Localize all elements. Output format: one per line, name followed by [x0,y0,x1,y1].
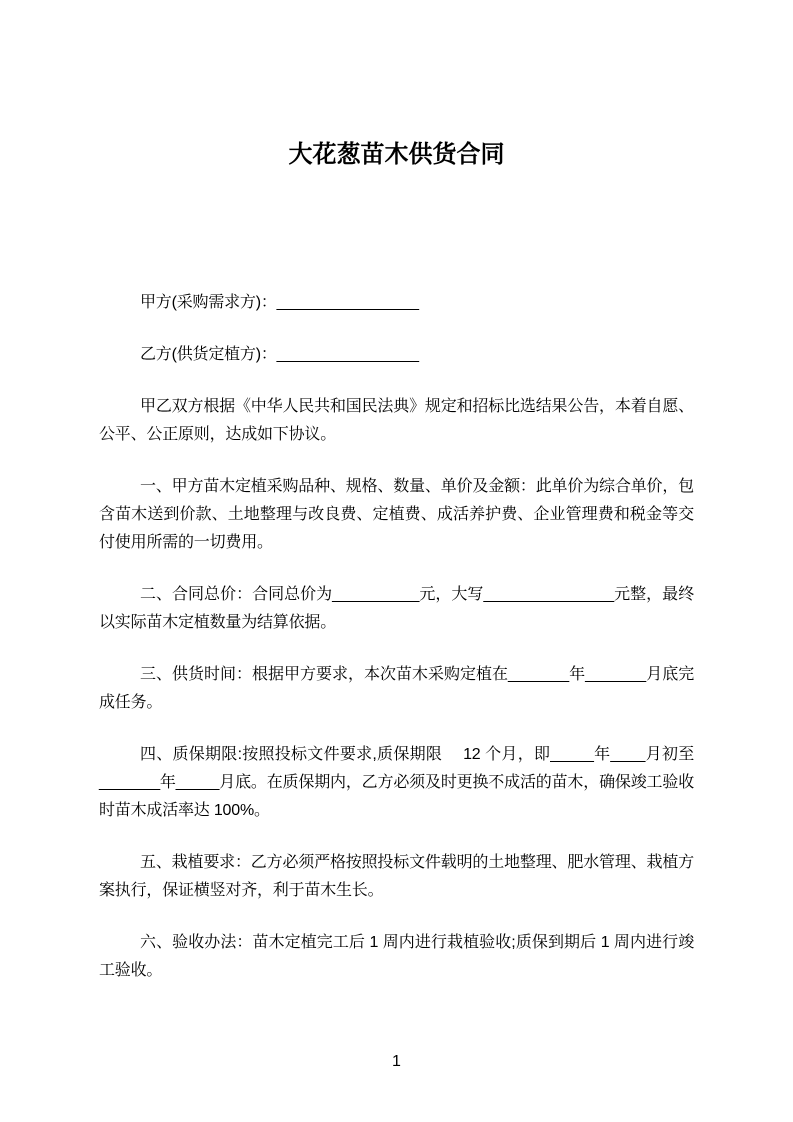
party-a-blank: ________________ [276,294,420,311]
page-number: 1 [392,1053,401,1070]
clause-paragraph-4: 四、质保期限:按照投标文件要求,质保期限 12 个月，即_____年____月初至_______年_____月底。在质保期内，乙方必须及时更换不成活的苗木，确保竣工验收时苗木成活率达 100%。 [99,746,694,819]
party-b-blank: ________________ [276,346,420,363]
party-b-label: 乙方(供货定植方)： [140,346,277,363]
clause-paragraph-5: 五、栽植要求：乙方必须严格按照投标文件载明的土地整理、肥水管理、栽植方案执行，保证横竖对齐，利于苗木生长。 [99,854,694,899]
party-a-label: 甲方(采购需求方)： [140,294,277,311]
clause-paragraph-2: 二、合同总价：合同总价为__________元，大写_______________元整，最终以实际苗木定植数量为结算依据。 [99,586,694,631]
clause-paragraph-3: 三、供货时间：根据甲方要求，本次苗木采购定植在_______年_______月底完成任务。 [99,666,694,711]
party-b-line [99,341,694,369]
document-title: 大花葱苗木供货合同 [288,141,505,168]
party-a-line [99,289,694,317]
preamble-paragraph: 甲乙双方根据《中华人民共和国民法典》规定和招标比选结果公告，本着自愿、公平、公正原则，达成如下协议。 [99,398,694,443]
clause-paragraph-6: 六、验收办法：苗木定植完工后 1 周内进行栽植验收;质保到期后 1 周内进行竣工验收。 [99,934,694,979]
clause-paragraph-1: 一、甲方苗木定植采购品种、规格、数量、单价及金额：此单价为综合单价，包含苗木送到价款、土地整理与改良费、定植费、成活养护费、企业管理费和税金等交付使用所需的一切费用。 [99,478,694,551]
